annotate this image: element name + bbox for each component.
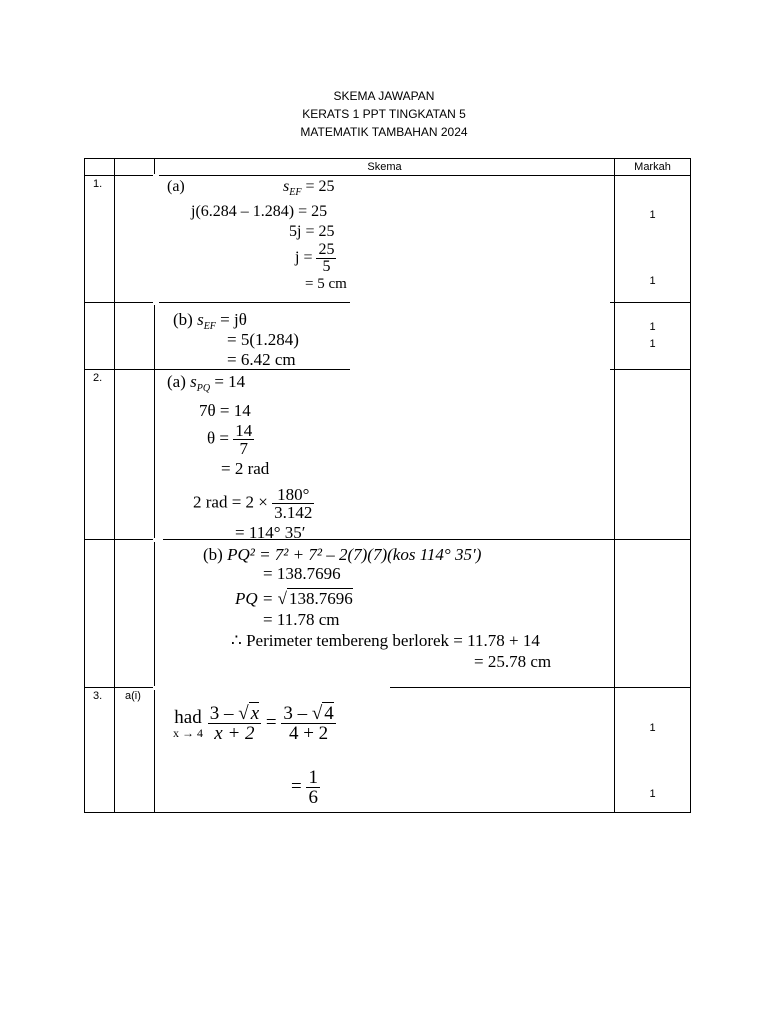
q2a-line3: θ = $\frac{14}{7}$ bbox=[207, 421, 253, 458]
question-part bbox=[115, 540, 155, 688]
header-title: SKEMA JAWAPAN bbox=[333, 89, 435, 103]
q1b-line1: (b) $s_{EF} = j\theta$ bbox=[173, 310, 247, 332]
q1b-line2: = 5(1.284) bbox=[227, 330, 299, 349]
skema-cell bbox=[155, 688, 615, 813]
mark-value: 1 bbox=[649, 788, 656, 800]
col-skema-header: Skema bbox=[155, 159, 615, 176]
q3-result: = $\frac{1}{6}$ bbox=[291, 767, 318, 808]
mark-value: 1 bbox=[649, 722, 656, 734]
question-part bbox=[115, 176, 155, 303]
q1a-line2: j(6.284 – 1.284) = 25 bbox=[191, 203, 328, 220]
q2b-line6: = 25.78 cm bbox=[474, 652, 552, 671]
table-row bbox=[85, 370, 691, 540]
question-number bbox=[85, 303, 115, 370]
document-header bbox=[0, 87, 768, 141]
q3-limit-expression: had x → 4 $\frac{3 - √ x}{x + 2}$ = $\frac{3 - √ 4}{4 + 2}$ bbox=[173, 703, 334, 744]
table-header-row bbox=[85, 159, 691, 176]
skema-cell bbox=[155, 176, 615, 303]
header-subject: MATEMATIK TAMBAHAN 2024 bbox=[300, 125, 468, 139]
q1b-line3: = 6.42 cm bbox=[227, 350, 296, 369]
q1a-line3: 5j = 25 bbox=[289, 223, 335, 240]
table-row bbox=[85, 176, 691, 303]
col-part-header bbox=[115, 159, 155, 176]
q2b-line3: PQ = √ 138.7696 bbox=[235, 589, 353, 608]
answer-scheme-table bbox=[84, 158, 691, 813]
q1a-line5: = 5 cm bbox=[305, 276, 347, 292]
q1a-line1: $s_{EF} = 25$ bbox=[283, 178, 335, 198]
question-part: a(i) bbox=[115, 688, 155, 813]
header-subtitle: KERATS 1 PPT TINGKATAN 5 bbox=[302, 107, 466, 121]
q2b-line2: = 138.7696 bbox=[263, 564, 341, 583]
q2a-line6: = 114° 35′ bbox=[235, 523, 306, 542]
skema-cell bbox=[155, 303, 615, 370]
markah-cell bbox=[615, 688, 691, 813]
markah-cell bbox=[615, 370, 691, 540]
q2b-line5: ∴ Perimeter tembereng berlorek = 11.78 + 14 bbox=[231, 631, 540, 650]
mark-value: 1 bbox=[649, 209, 656, 221]
question-number bbox=[85, 540, 115, 688]
table-row bbox=[85, 303, 691, 370]
q2b-line1: (b) PQ² = 7² + 7² – 2(7)(7)(kos 114° 35′) bbox=[203, 545, 482, 564]
q2a-line4: = 2 rad bbox=[221, 459, 270, 478]
question-part bbox=[115, 370, 155, 540]
mark-value: 1 bbox=[649, 338, 656, 350]
col-number-header bbox=[85, 159, 115, 176]
q2a-line5: 2 rad = 2 × $\frac{180^\circ}{3.142}$ bbox=[193, 485, 313, 522]
question-number: 2. bbox=[85, 370, 115, 540]
question-number: 1. bbox=[85, 176, 115, 303]
question-number: 3. bbox=[85, 688, 115, 813]
q2b-line4: = 11.78 cm bbox=[263, 610, 340, 629]
mark-value: 1 bbox=[649, 275, 656, 287]
skema-cell bbox=[155, 370, 615, 540]
skema-cell bbox=[155, 540, 615, 688]
question-part bbox=[115, 303, 155, 370]
q2a-line1: (a) $s_{PQ} = 14$ bbox=[167, 372, 246, 394]
q2a-line2: 7θ = 14 bbox=[199, 401, 251, 420]
table-row bbox=[85, 688, 691, 813]
col-markah-header: Markah bbox=[615, 159, 691, 176]
q1a-line4: j = $\frac{25}{5}$ bbox=[295, 241, 335, 275]
table-row bbox=[85, 540, 691, 688]
markah-cell bbox=[615, 176, 691, 303]
markah-cell bbox=[615, 540, 691, 688]
mark-value: 1 bbox=[649, 321, 656, 333]
q1a-label: (a) bbox=[167, 178, 185, 195]
markah-cell bbox=[615, 303, 691, 370]
